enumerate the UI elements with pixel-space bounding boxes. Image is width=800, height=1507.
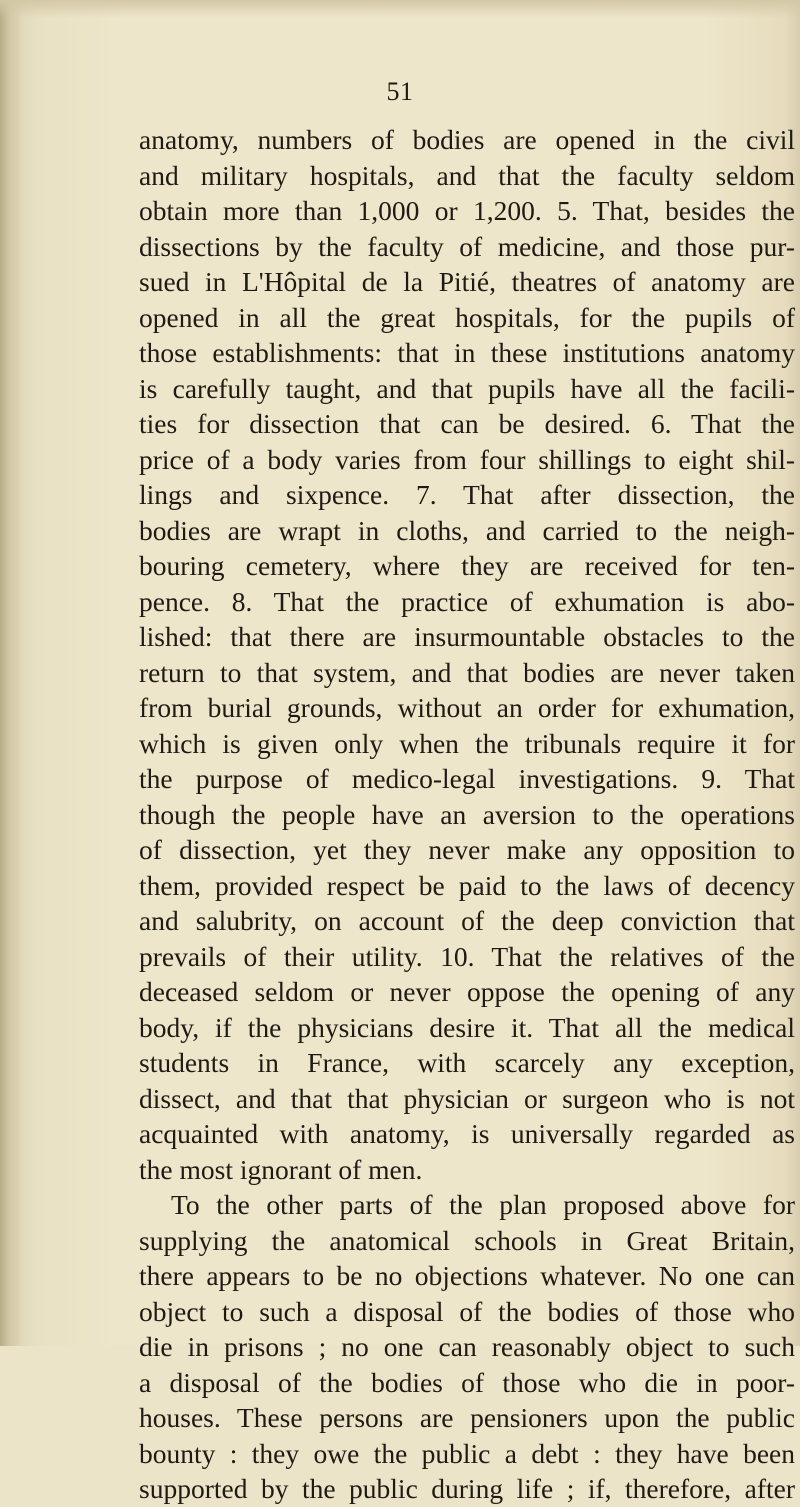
- text-line: the purpose of medico-legal investigations. 9. That: [139, 763, 795, 794]
- text-line: bouring cemetery, where they are received for ten-: [139, 550, 795, 581]
- page-number: 51: [386, 77, 414, 106]
- text-line: pence. 8. That the practice of exhumation is abo-: [139, 585, 795, 617]
- text-line: dissections by the faculty of medicine, and those pur-: [139, 230, 795, 262]
- text-line-paragraph-start: To the other parts of the plan proposed above for: [171, 1189, 795, 1220]
- text-line: supplying the anatomical schools in Great Britain,: [139, 1224, 795, 1256]
- text-line: acquainted with anatomy, is universally regarded as: [139, 1118, 795, 1149]
- text-line: houses. These persons are pensioners upon the public: [139, 1402, 795, 1433]
- text-line: of dissection, yet they never make any opposition to: [139, 834, 795, 865]
- text-line: though the people have an aversion to the operations: [139, 798, 795, 830]
- text-line: ties for dissection that can be desired. 6. That the: [139, 408, 795, 439]
- text-line: them, provided respect be paid to the laws of decency: [139, 869, 795, 901]
- text-line: object to such a disposal of the bodies of those who: [139, 1295, 795, 1327]
- text-line: there appears to be no objections whatever. No one can: [139, 1260, 795, 1291]
- text-line: and salubrity, on account of the deep conviction that: [139, 905, 795, 936]
- text-line: bodies are wrapt in cloths, and carried to the neigh-: [139, 514, 795, 546]
- text-line: anatomy, numbers of bodies are opened in the civil: [139, 124, 795, 155]
- text-line: supported by the public during life ; if, therefore, after: [139, 1473, 795, 1504]
- text-line-paragraph-end: the most ignorant of men.: [139, 1153, 423, 1185]
- text-line: return to that system, and that bodies are never taken: [139, 656, 795, 688]
- text-line: opened in all the great hospitals, for the pupils of: [139, 301, 795, 333]
- text-line: dissect, and that that physician or surgeon who is not: [139, 1082, 795, 1114]
- text-line: prevails of their utility. 10. That the relatives of the: [139, 940, 795, 972]
- text-line: a disposal of the bodies of those who die in poor-: [139, 1366, 795, 1398]
- text-line: die in prisons ; no one can reasonably object to such: [139, 1331, 795, 1362]
- page-spine-shadow: [0, 0, 22, 1346]
- text-line: obtain more than 1,000 or 1,200. 5. That, besides the: [139, 195, 795, 226]
- text-line: is carefully taught, and that pupils have all the facili-: [139, 372, 795, 404]
- text-line: lings and sixpence. 7. That after dissection, the: [139, 479, 795, 510]
- text-line: deceased seldom or never oppose the opening of any: [139, 976, 795, 1007]
- text-line: from burial grounds, without an order for exhumation,: [139, 692, 795, 723]
- text-line: body, if the physicians desire it. That all the medical: [139, 1011, 795, 1043]
- page-top-edge: [0, 0, 800, 18]
- text-line: price of a body varies from four shillings to eight shil-: [139, 443, 795, 475]
- text-line: bounty : they owe the public a debt : they have been: [139, 1437, 795, 1469]
- body-text: [139, 122, 795, 1507]
- text-line: sued in L'Hôpital de la Pitié, theatres of anatomy are: [139, 266, 795, 297]
- text-line: lished: that there are insurmountable obstacles to the: [139, 621, 795, 652]
- text-line: those establishments: that in these institutions anatomy: [139, 337, 795, 368]
- text-line: and military hospitals, and that the faculty seldom: [139, 159, 795, 191]
- text-line: students in France, with scarcely any exception,: [139, 1047, 795, 1078]
- text-line: which is given only when the tribunals require it for: [139, 727, 795, 759]
